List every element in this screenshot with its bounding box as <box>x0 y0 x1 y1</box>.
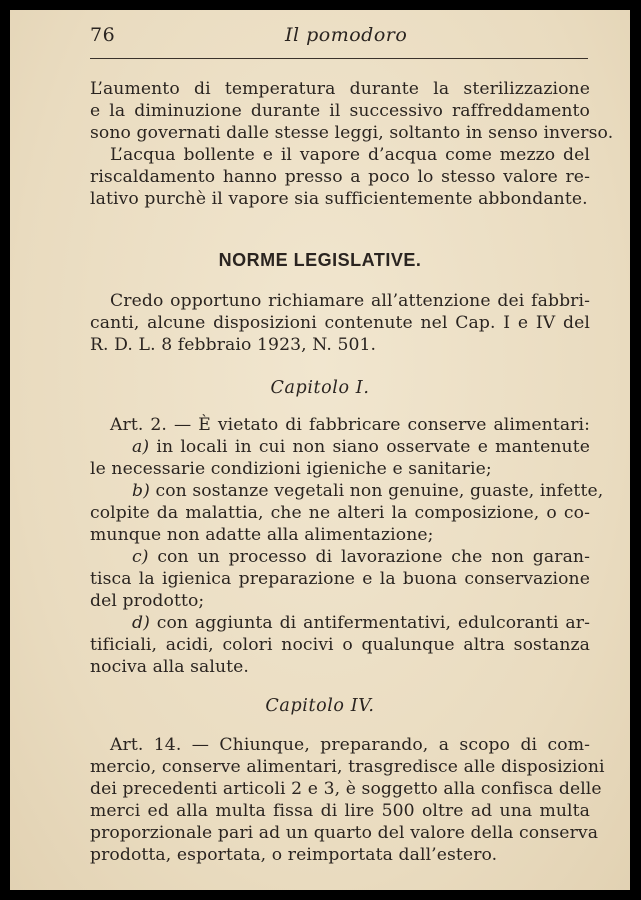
running-title: Il pomodoro <box>285 24 408 46</box>
item-b-line: munque non adatte alla alimentazione; <box>90 525 434 545</box>
running-head <box>90 24 588 59</box>
item-b-text: con sostanze vegetali non genuine, guaste, infette, <box>149 481 604 501</box>
item-d-text: con aggiunta di antifermentativi, edulcoranti ar- <box>149 613 590 633</box>
item-c-line: del prodotto; <box>90 591 205 611</box>
item-d-letter: d) <box>132 613 150 633</box>
item-b-line: colpite da malattia, che ne alteri la composizione, o co- <box>90 503 590 523</box>
page-number: 76 <box>90 24 116 46</box>
item-c-line: tisca la igienica preparazione e la buona conservazione <box>90 569 590 589</box>
article-14-line: mercio, conserve alimentari, trasgredisce alle disposizioni <box>90 757 605 777</box>
article-14-line: dei precedenti articoli 2 e 3, è soggetto alla confisca delle <box>90 779 602 799</box>
item-d-first-line <box>132 612 590 634</box>
article-14-line: prodotta, esportata, o reimportata dall’estero. <box>90 845 498 865</box>
para2-line: L’acqua bollente e il vapore d’acqua come mezzo del <box>110 145 590 165</box>
article-14-line: merci ed alla multa fissa di lire 500 oltre ad una multa <box>90 801 590 821</box>
article-14-line: proporzionale pari ad un quarto del valore della conserva <box>90 823 599 843</box>
item-c-text: con un processo di lavorazione che non garan- <box>148 547 590 567</box>
item-b-first-line <box>132 480 604 502</box>
item-c-first-line <box>132 546 590 568</box>
intro-line: Credo opportuno richiamare all’attenzione dei fabbri- <box>110 291 590 311</box>
chapter-4-title: Capitolo IV. <box>265 696 375 716</box>
item-b-letter: b) <box>132 481 150 501</box>
intro-line: R. D. L. 8 febbraio 1923, N. 501. <box>90 335 377 355</box>
book-page <box>10 10 630 890</box>
item-d-line: tificiali, acidi, colori nocivi o qualunque altra sostanza <box>90 635 590 655</box>
para2-line: riscaldamento hanno presso a poco lo stesso valore re- <box>90 167 590 187</box>
item-a-letter: a) <box>132 437 150 457</box>
chapter-1-title: Capitolo I. <box>270 378 370 398</box>
article-14-line: Art. 14. — Chiunque, preparando, a scopo di com- <box>110 735 590 755</box>
article-2-line: Art. 2. — È vietato di fabbricare conserve alimentari: <box>110 415 590 435</box>
para1-line: L’aumento di temperatura durante la sterilizzazione <box>90 79 590 99</box>
intro-line: canti, alcune disposizioni contenute nel Cap. I e IV del <box>90 313 590 333</box>
item-a-line: le necessarie condizioni igieniche e sanitarie; <box>90 459 492 479</box>
para1-line: e la diminuzione durante il successivo raffreddamento <box>90 101 590 121</box>
item-c-letter: c) <box>132 547 149 567</box>
section-heading: NORME LEGISLATIVE. <box>218 250 422 270</box>
para2-line: lativo purchè il vapore sia sufficientemente abbondante. <box>90 189 588 209</box>
item-a-first-line <box>132 436 590 458</box>
item-d-line: nociva alla salute. <box>90 657 249 677</box>
item-a-text: in locali in cui non siano osservate e mantenute <box>149 437 590 457</box>
para1-line: sono governati dalle stesse leggi, soltanto in senso inverso. <box>90 123 614 143</box>
